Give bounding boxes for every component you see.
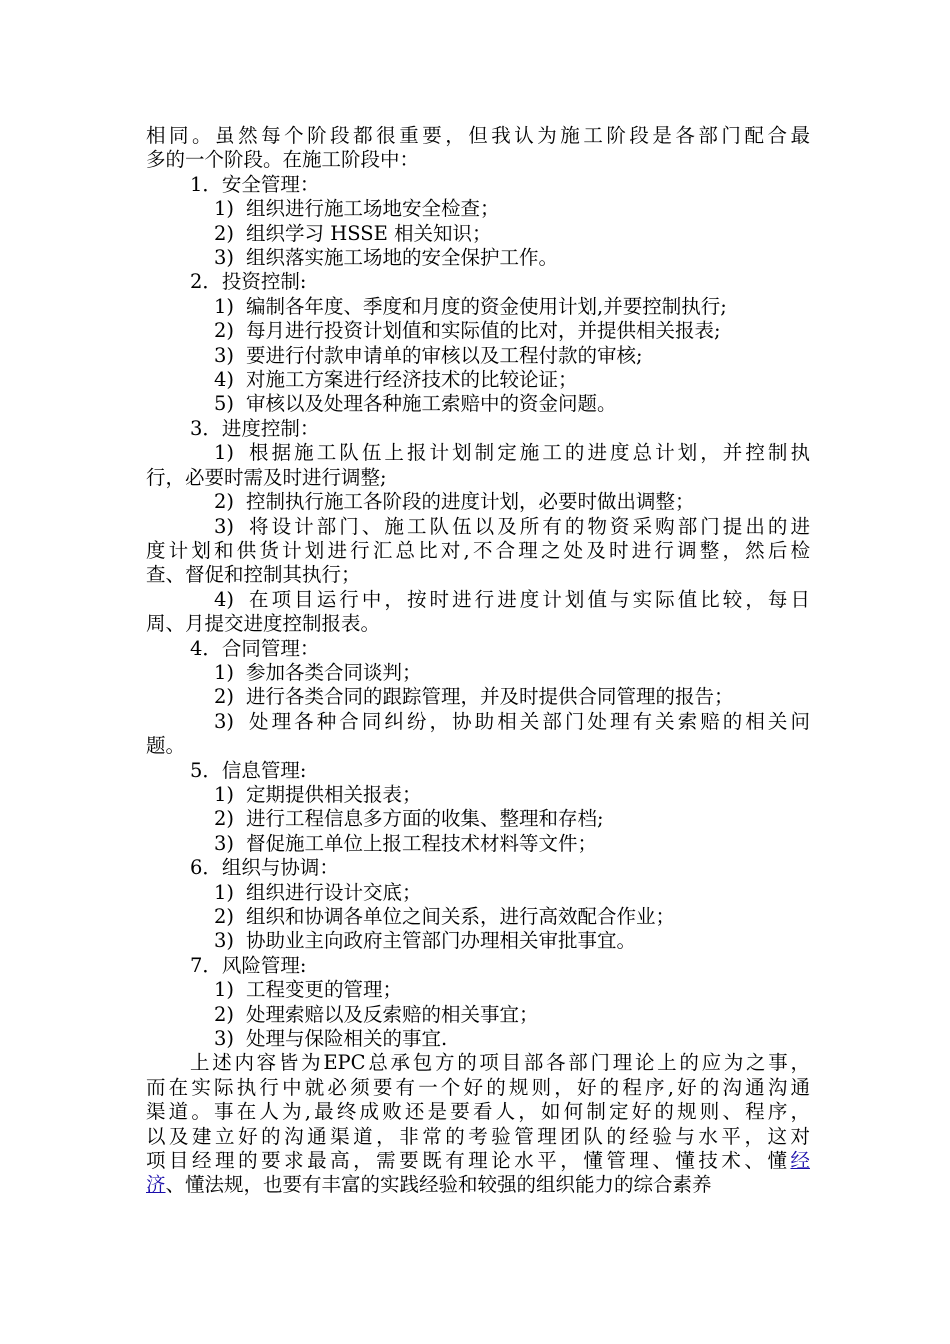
closing-paragraph-line xyxy=(146,1149,810,1173)
list-item-text: 工程变更的管理； xyxy=(246,978,403,1002)
list-item-number: 1) xyxy=(214,294,235,318)
closing-text: 以及建立好的沟通渠道，非常的考验管理团队的经验与水平，这对 xyxy=(146,1124,810,1148)
list-item-number: 4) xyxy=(214,587,235,611)
list-item-text: 处理索赔以及反索赔的相关事宜； xyxy=(246,1002,539,1026)
list-item-number: 3) xyxy=(214,831,235,855)
list-item xyxy=(146,832,810,856)
list-item-text: 进行工程信息多方面的收集、整理和存档; xyxy=(246,807,604,831)
closing-text: 项目经理的要求最高，需要既有理论水平，懂管理、懂技术、懂 xyxy=(146,1149,791,1173)
list-item-number: 2) xyxy=(214,1002,235,1026)
list-item-number: 3) xyxy=(214,1027,235,1051)
section-heading: 5．信息管理: xyxy=(190,758,307,782)
closing-text: 上述内容皆为EPC总承包方的项目部各部门理论上的应为之事， xyxy=(190,1051,810,1075)
list-item-number: 1) xyxy=(214,782,235,806)
list-item xyxy=(146,783,810,807)
list-item-number: 5) xyxy=(214,392,235,416)
closing-paragraph-line xyxy=(146,1125,810,1149)
closing-paragraph-line xyxy=(146,1051,810,1075)
list-item-number: 2) xyxy=(214,221,235,245)
section-heading: 2．投资控制: xyxy=(190,270,307,294)
closing-text: 、懂法规，也要有丰富的实践经验和较强的组织能力的综合素养 xyxy=(165,1173,712,1197)
economy-link[interactable]: 经 xyxy=(790,1149,810,1173)
list-item-number: 3) xyxy=(214,929,235,953)
list-item-continuation: 题。 xyxy=(146,734,186,758)
list-item xyxy=(146,344,810,368)
list-item xyxy=(146,515,810,539)
list-item-text: 处理各种合同纠纷，协助相关部门处理有关索赔的相关问 xyxy=(246,709,810,733)
closing-text: 而在实际执行中就必须要有一个好的规则，好的程序,好的沟通沟通 xyxy=(146,1075,810,1099)
list-item-text: 审核以及处理各种施工索赔中的资金问题。 xyxy=(246,392,617,416)
list-item xyxy=(146,197,810,221)
list-item-continuation: 度计划和供货计划进行汇总比对,不合理之处及时进行调整，然后检 xyxy=(146,538,810,562)
list-item-number: 3) xyxy=(214,246,235,270)
economy-link[interactable]: 济 xyxy=(146,1173,166,1197)
list-item xyxy=(146,441,810,465)
list-item-text: 要进行付款申请单的审核以及工程付款的审核; xyxy=(246,343,643,367)
list-item xyxy=(146,319,810,343)
section-heading: 4．合同管理： xyxy=(190,636,320,660)
list-item xyxy=(146,222,810,246)
section-heading: 3．进度控制： xyxy=(190,416,320,440)
list-item xyxy=(146,1003,810,1027)
list-item xyxy=(146,978,810,1002)
list-item xyxy=(146,905,810,929)
list-item-text: 根据施工队伍上报计划制定施工的进度总计划，并控制执 xyxy=(246,441,810,465)
list-item xyxy=(146,685,810,709)
list-item-text: 控制执行施工各阶段的进度计划，必要时做出调整； xyxy=(246,490,695,514)
list-item-text: 进行各类合同的跟踪管理，并及时提供合同管理的报告； xyxy=(246,685,734,709)
list-item-text: 处理与保险相关的事宜. xyxy=(246,1027,448,1051)
list-item xyxy=(146,490,810,514)
list-item-number: 3) xyxy=(214,709,235,733)
section-heading: 7．风险管理: xyxy=(190,953,307,977)
list-item-text: 定期提供相关报表； xyxy=(246,782,422,806)
list-item-number: 1) xyxy=(214,660,235,684)
section-heading: 1．安全管理： xyxy=(190,172,320,196)
section-heading: 6．组织与协调： xyxy=(190,856,339,880)
list-item xyxy=(146,368,810,392)
list-item-text: 组织学习 HSSE 相关知识； xyxy=(246,221,492,245)
intro-line: 多的一个阶段。在施工阶段中： xyxy=(146,148,420,172)
list-item-text: 督促施工单位上报工程技术材料等文件； xyxy=(246,831,598,855)
document-page xyxy=(146,124,810,1198)
list-item xyxy=(146,392,810,416)
list-item-number: 1) xyxy=(214,197,235,221)
list-item xyxy=(146,588,810,612)
list-item-text: 编制各年度、季度和月度的资金使用计划,并要控制执行; xyxy=(246,294,727,318)
list-item-number: 1) xyxy=(214,978,235,1002)
list-item xyxy=(146,1027,810,1051)
list-item-number: 2) xyxy=(214,807,235,831)
closing-paragraph-line xyxy=(146,1100,810,1124)
list-item-number: 1) xyxy=(214,880,235,904)
list-item-number: 1) xyxy=(214,441,235,465)
list-item-text: 组织进行设计交底； xyxy=(246,880,422,904)
closing-text: 渠道。事在人为,最终成败还是要看人，如何制定好的规则、程序， xyxy=(146,1100,810,1124)
list-item xyxy=(146,295,810,319)
list-item-number: 2) xyxy=(214,905,235,928)
list-item xyxy=(146,710,810,734)
list-item-text: 组织进行施工场地安全检查； xyxy=(246,197,500,221)
list-item-number: 2) xyxy=(214,490,235,514)
list-item-number: 2) xyxy=(214,319,235,343)
list-item-continuation: 行，必要时需及时进行调整; xyxy=(146,465,387,489)
list-item-text: 将设计部门、施工队伍以及所有的物资采购部门提出的进 xyxy=(246,514,810,538)
list-item-number: 3) xyxy=(214,343,235,367)
list-item xyxy=(146,881,810,905)
list-item xyxy=(146,246,810,270)
list-item-text: 每月进行投资计划值和实际值的比对，并提供相关报表; xyxy=(246,319,721,343)
closing-paragraph-line xyxy=(146,1173,810,1197)
list-item-text: 参加各类合同谈判； xyxy=(246,660,422,684)
list-item-text: 协助业主向政府主管部门办理相关审批事宜。 xyxy=(246,929,637,953)
list-item-number: 4) xyxy=(214,368,235,392)
intro-line: 相同。虽然每个阶段都很重要，但我认为施工阶段是各部门配合最 xyxy=(146,124,810,147)
list-item-text: 对施工方案进行经济技术的比较论证； xyxy=(246,368,578,392)
list-item xyxy=(146,929,810,953)
list-item-text: 在项目运行中，按时进行进度计划值与实际值比较，每日 xyxy=(246,587,810,611)
list-item xyxy=(146,661,810,685)
list-item-text: 组织落实施工场地的安全保护工作。 xyxy=(246,246,559,270)
list-item-continuation: 周、月提交进度控制报表。 xyxy=(146,612,381,636)
closing-paragraph-line xyxy=(146,1076,810,1100)
list-item-number: 3) xyxy=(214,514,235,538)
list-item-text: 组织和协调各单位之间关系，进行高效配合作业； xyxy=(246,905,676,928)
list-item-continuation: 查、督促和控制其执行； xyxy=(146,563,361,587)
list-item xyxy=(146,807,810,831)
list-item-number: 2) xyxy=(214,685,235,709)
